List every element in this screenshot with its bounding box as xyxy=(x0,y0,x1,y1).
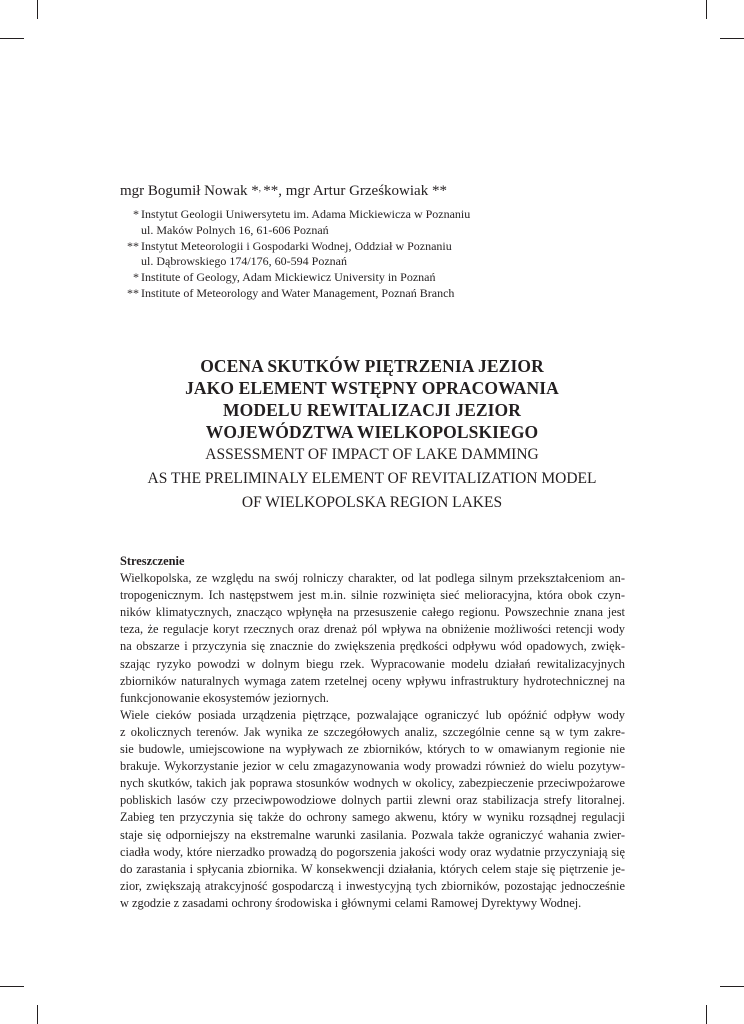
affiliations xyxy=(118,207,638,302)
title-polish-line: JAKO ELEMENT WSTĘPNY OPRACOWANIA xyxy=(185,378,559,398)
author-names-rest: **, mgr Artur Grześkowiak ** xyxy=(263,183,447,199)
author-superscript: , xyxy=(258,183,264,193)
abstract-line: Zabieg ten przyczynia się także do ochrony samego akwenu, który w wyniku rozsądnej regulacji xyxy=(120,810,625,825)
crop-mark-top-left-horizontal xyxy=(0,38,24,39)
crop-mark-bottom-right-vertical xyxy=(706,1005,707,1024)
affiliation-line xyxy=(118,207,638,223)
abstract-line: zbiorników naturalnych wymaga zatem rzetelnej oceny wpływu infrastruktury hydrotechnicznej na xyxy=(120,673,625,688)
affiliation-text: Instytut Geologii Uniwersytetu im. Adama Mickiewicza w Poznaniu xyxy=(141,207,471,221)
abstract-line: szając ryzyko powodzi w dolnym biegu rzek. Wypracowanie modelu działań rewitalizacyjnych xyxy=(120,656,625,671)
abstract-line: funkcjonowanie ekosystemów jeziornych. xyxy=(120,690,329,705)
affiliation-text: Institute of Geology, Adam Mickiewicz University in Poznań xyxy=(141,270,436,285)
abstract-paragraph-1 xyxy=(120,570,625,707)
abstract-line: teza, że regulacje koryt rzecznych oraz drenaż pól wpływa na obniżenie możliwości retencji wody xyxy=(120,622,625,637)
title-polish-line: MODELU REWITALIZACJI JEZIOR xyxy=(223,400,521,420)
affiliation-mark: ** xyxy=(127,285,139,300)
title-english-line: AS THE PRELIMINALY ELEMENT OF REVITALIZATION MODEL xyxy=(147,470,597,487)
affiliation-text: ul. Dąbrowskiego 174/176, 60-594 Poznań xyxy=(141,254,347,269)
crop-mark-top-right-horizontal xyxy=(720,38,744,39)
affiliation-text: Instytut Meteorologii i Gospodarki Wodnej, Oddział w Poznaniu xyxy=(141,238,452,253)
abstract-line: z okolicznych terenów. Jak wynika ze szczegółowych analiz, szczególnie cenne są w tym zakre- xyxy=(120,724,625,739)
title-polish xyxy=(100,355,644,443)
abstract-line: do zarastania i spłycania zbiornika. W konsekwencji działania, których celem staje się piętrzenie je- xyxy=(120,861,625,876)
authors-line xyxy=(120,182,640,200)
affiliation-text: ul. Maków Polnych 16, 61-606 Poznań xyxy=(141,222,329,237)
crop-mark-top-left-vertical xyxy=(37,0,38,19)
affiliation-line xyxy=(118,286,638,302)
affiliation-line xyxy=(118,223,638,239)
abstract-line: Wielkopolska, ze względu na swój rolniczy charakter, od lat podlega silnym przekształceniom an- xyxy=(120,571,625,586)
crop-mark-bottom-right-horizontal xyxy=(720,986,744,987)
affiliation-text: Institute of Meteorology and Water Management, Poznań Branch xyxy=(141,285,455,300)
affiliation-line xyxy=(118,239,638,255)
abstract-heading: Streszczenie xyxy=(120,554,185,568)
abstract xyxy=(120,553,625,912)
abstract-line: ników klimatycznych, znacząco wpłynęła na przesuszenie całego regionu. Powszechnie znana jest xyxy=(120,605,625,620)
title-english-line: ASSESSMENT OF IMPACT OF LAKE DAMMING xyxy=(205,446,539,463)
title-block xyxy=(100,355,644,515)
abstract-paragraph-2 xyxy=(120,707,625,912)
crop-mark-bottom-left-horizontal xyxy=(0,986,24,987)
affiliation-mark: * xyxy=(133,207,139,221)
abstract-line: nych skutków, takich jak poprawa stosunków wodnych w okolicy, zabezpieczenie przeciwpożarowe xyxy=(120,776,625,791)
abstract-line: zior, zwiększają atrakcyjność gospodarczą i inwestycyjną tych zbiorników, pozostając jednocześnie xyxy=(120,878,625,893)
affiliation-line xyxy=(118,270,638,286)
title-english-line: OF WIELKOPOLSKA REGION LAKES xyxy=(241,494,503,511)
affiliation-mark: ** xyxy=(127,238,139,253)
crop-mark-bottom-left-vertical xyxy=(37,1005,38,1024)
abstract-line: Wiele cieków posiada urządzenia piętrzące, pozwalające ograniczyć lub opóźnić odpływ wody xyxy=(120,707,625,722)
abstract-line: ciadła wody, które nierzadko prowadzą do pogorszenia jakości wody oraz wydatnie przyczyniają się xyxy=(120,844,625,859)
title-polish-line: WOJEWÓDZTWA WIELKOPOLSKIEGO xyxy=(205,422,539,442)
abstract-line: na obszarze i przyczynia się znacznie do zwiększenia prędkości odpływu wód opadowych, zwięk- xyxy=(120,639,625,654)
abstract-line: pobliskich lasów czy przeciwpowodziowe dolnych partii zlewni oraz stabilizacja strefy litoralnej. xyxy=(120,793,625,808)
title-english xyxy=(100,443,644,515)
abstract-line: brakuje. Wykorzystanie jezior w celu zmagazynowania wody prowadzi również do wielu pozytyw- xyxy=(120,759,625,774)
title-polish-line: OCENA SKUTKÓW PIĘTRZENIA JEZIOR xyxy=(200,356,544,376)
crop-mark-top-right-vertical xyxy=(706,0,707,19)
abstract-line: tropogenicznym. Ich następstwem jest m.in. silnie rozwinięta sieć melioracyjna, która obok czyn- xyxy=(120,588,625,603)
affiliation-mark: * xyxy=(133,270,139,285)
abstract-line: sie budowle, umiejscowione na wypływach ze zbiorników, których to w omawianym regionie nie xyxy=(120,742,625,757)
author-names: mgr Bogumił Nowak * xyxy=(120,183,259,199)
affiliation-line xyxy=(118,254,638,270)
abstract-line: w zgodzie z zasadami ochrony środowiska i głównymi celami Ramowej Dyrektywy Wodnej. xyxy=(120,895,582,910)
abstract-line: staje się odporniejszy na ekstremalne warunki zasilania. Pozwala także ograniczyć wahania zwier- xyxy=(120,827,625,842)
